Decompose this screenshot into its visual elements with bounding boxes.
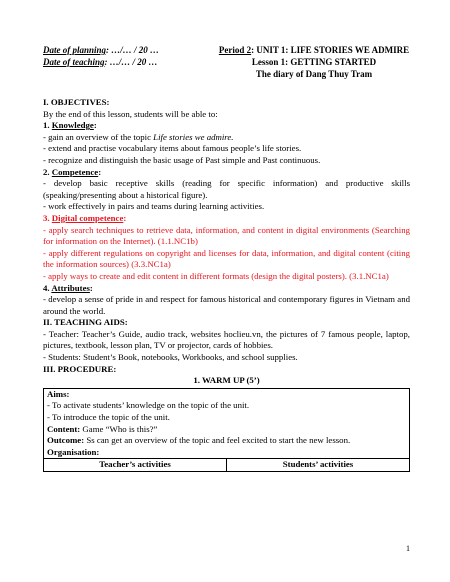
content-label: Content:	[47, 423, 81, 434]
outcome-line	[47, 435, 406, 447]
procedure-heading: III. PROCEDURE:	[43, 363, 117, 374]
aim-item-2: - To introduce the topic of the unit.	[47, 412, 170, 423]
date-of-teaching	[43, 56, 159, 68]
digital-colon: :	[123, 212, 127, 223]
digital-competence-heading	[43, 213, 410, 225]
content-line	[47, 424, 406, 436]
digital-num: 3.	[43, 212, 52, 223]
teaching-aids-heading: II. TEACHING AIDS:	[43, 317, 128, 328]
table-row	[44, 388, 410, 459]
period-label: Period 2	[218, 45, 252, 55]
objectives-intro: By the end of this lesson, students will be able to:	[43, 108, 218, 119]
competence-num: 2.	[43, 166, 52, 177]
dates-block	[43, 44, 159, 68]
aim-item-1: - To activate students’ knowledge on the topic of the unit.	[47, 400, 250, 411]
knowledge-colon: :	[93, 120, 97, 131]
period-line	[211, 44, 417, 56]
attributes-num: 4.	[43, 282, 52, 293]
attributes-item-1: - develop a sense of pride in and respect for famous historical and contemporary figures in Vietnam and around the world.	[43, 294, 410, 316]
knowledge-item-1-topic: Life stories we admire.	[153, 131, 234, 142]
digital-label: Digital competence	[51, 212, 124, 223]
competence-item-1: - develop basic receptive skills (reading for specific information) and productive skills (speaking/presenting about a historical figure).	[43, 178, 410, 200]
competence-label: Competence	[51, 166, 99, 177]
attributes-heading	[43, 283, 410, 295]
competence-item-2: - work effectively in pairs and teams during learning activities.	[43, 201, 265, 212]
warmup-heading: 1. WARM UP (5’)	[193, 375, 260, 386]
knowledge-item-1	[43, 132, 410, 144]
attributes-colon: :	[89, 282, 93, 293]
lesson-body	[43, 97, 410, 472]
teaching-label: Date of teaching	[43, 57, 105, 67]
objectives-heading: I. OBJECTIVES:	[43, 97, 110, 107]
date-of-planning	[43, 44, 159, 56]
table-header-row	[44, 459, 410, 472]
knowledge-label: Knowledge	[51, 120, 94, 131]
unit-title: : UNIT 1: LIFE STORIES WE ADMIRE	[251, 45, 410, 55]
digital-item-3: - apply ways to create and edit content in different formats (design the digital posters). (3.1.NC1a)	[43, 270, 389, 281]
teaching-value: : …/… / 20 …	[104, 57, 158, 67]
period-block	[211, 44, 417, 80]
warmup-details-cell	[44, 388, 410, 459]
students-activities-header: Students’ activities	[227, 459, 410, 472]
knowledge-heading	[43, 120, 410, 132]
planning-value: : …/… / 20 …	[106, 45, 160, 55]
lesson-title: The diary of Dang Thuy Tram	[255, 69, 373, 79]
lesson-header	[43, 44, 415, 92]
digital-item-2: - apply different regulations on copyright and licenses for data, information, and digital content (citing the information sources) (3.3.NC1a)	[43, 247, 410, 270]
warmup-table	[43, 388, 410, 472]
knowledge-num: 1.	[43, 120, 52, 131]
teaching-aids-students: - Students: Student’s Book, notebooks, Workbooks, and school supplies.	[43, 352, 298, 363]
knowledge-item-1-text: - gain an overview of the topic	[43, 131, 154, 142]
aims-label: Aims:	[47, 388, 70, 399]
content-text: Game “Who is this?”	[80, 423, 158, 434]
competence-colon: :	[98, 166, 102, 177]
planning-label: Date of planning	[43, 45, 107, 55]
knowledge-item-3: - recognize and distinguish the basic usage of Past simple and Past continuous.	[43, 154, 321, 165]
outcome-text: Ss can get an overview of the topic and feel excited to start the new lesson.	[84, 435, 351, 446]
outcome-label: Outcome:	[47, 435, 85, 446]
lesson-line: Lesson 1: GETTING STARTED	[251, 57, 377, 67]
page-number: 1	[406, 544, 410, 553]
competence-heading	[43, 167, 410, 179]
organisation-label: Organisation:	[47, 446, 100, 457]
teacher-activities-header: Teacher’s activities	[44, 459, 227, 472]
knowledge-item-2: - extend and practise vocabulary items about famous people’s life stories.	[43, 143, 302, 154]
attributes-label: Attributes	[51, 282, 90, 293]
digital-item-1: - apply search techniques to retrieve data, information, and content in digital environments (Searching for information on the Internet). (1.1.NC1b)	[43, 224, 410, 247]
teaching-aids-teacher: - Teacher: Teacher’s Guide, audio track, websites hoclieu.vn, the pictures of 7 famous people, laptop, pictures, textbook, lesson plan, TV or projector, cards of hobbies.	[43, 328, 410, 351]
